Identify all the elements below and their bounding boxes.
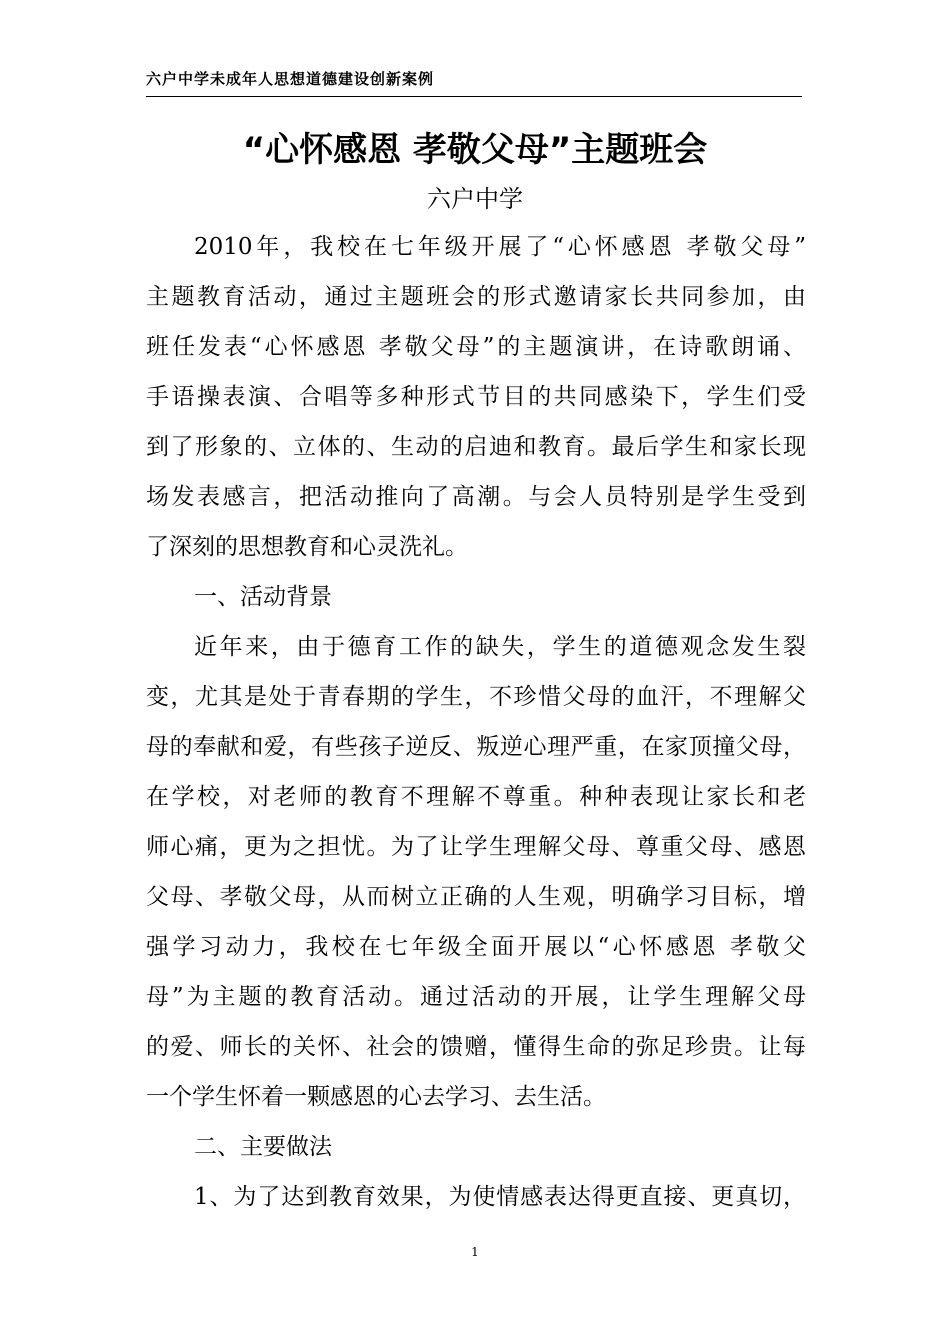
- text-line: 2010年，我校在七年级开展了“心怀感恩 孝敬父母”: [194, 234, 806, 260]
- text-line: 母”为主题的教育活动。通过活动的开展，让学生理解父母: [146, 984, 806, 1010]
- text-line: 近年来，由于德育工作的缺失，学生的道德观念发生裂: [194, 634, 806, 660]
- text-line: 一个学生怀着一颗感恩的心去学习、去生活。: [146, 1084, 606, 1110]
- section-heading: 一、活动背景: [194, 584, 332, 610]
- text-line: 到了形象的、立体的、生动的启迪和教育。最后学生和家长现: [146, 434, 806, 460]
- text-line: 场发表感言，把活动推向了高潮。与会人员特别是学生受到: [146, 484, 806, 510]
- text-line: 强学习动力，我校在七年级全面开展以“心怀感恩 孝敬父: [146, 934, 806, 960]
- text-line: 在学校，对老师的教育不理解不尊重。种种表现让家长和老: [146, 784, 806, 810]
- document-subtitle: 六户中学: [427, 185, 523, 213]
- text-line: 变，尤其是处于青春期的学生，不珍惜父母的血汗，不理解父: [146, 684, 806, 710]
- text-line: 1、为了达到教育效果，为使情感表达得更直接、更真切，: [194, 1184, 806, 1210]
- text-line: 的爱、师长的关怀、社会的馈赠，懂得生命的弥足珍贵。让每: [146, 1034, 806, 1060]
- running-header: [146, 70, 802, 97]
- document-title: “心怀感恩 孝敬父母”主题班会: [242, 130, 708, 170]
- text-line: 主题教育活动，通过主题班会的形式邀请家长共同参加，由: [146, 284, 806, 310]
- header-text: 六户中学未成年人思想道德建设创新案例: [146, 70, 435, 88]
- text-line: 班任发表“心怀感恩 孝敬父母”的主题演讲，在诗歌朗诵、: [146, 334, 806, 360]
- section-heading: 二、主要做法: [194, 1134, 332, 1160]
- text-line: 母的奉献和爱，有些孩子逆反、叛逆心理严重，在家顶撞父母，: [146, 734, 806, 760]
- text-line: 手语操表演、合唱等多种形式节目的共同感染下，学生们受: [146, 384, 806, 410]
- text-line: 师心痛，更为之担忧。为了让学生理解父母、尊重父母、感恩: [146, 834, 806, 860]
- text-line: 了深刻的思想教育和心灵洗礼。: [146, 534, 468, 560]
- text-line: 父母、孝敬父母，从而树立正确的人生观，明确学习目标，增: [146, 884, 806, 910]
- body-text: [146, 222, 806, 1222]
- page-number: 1: [471, 1245, 479, 1259]
